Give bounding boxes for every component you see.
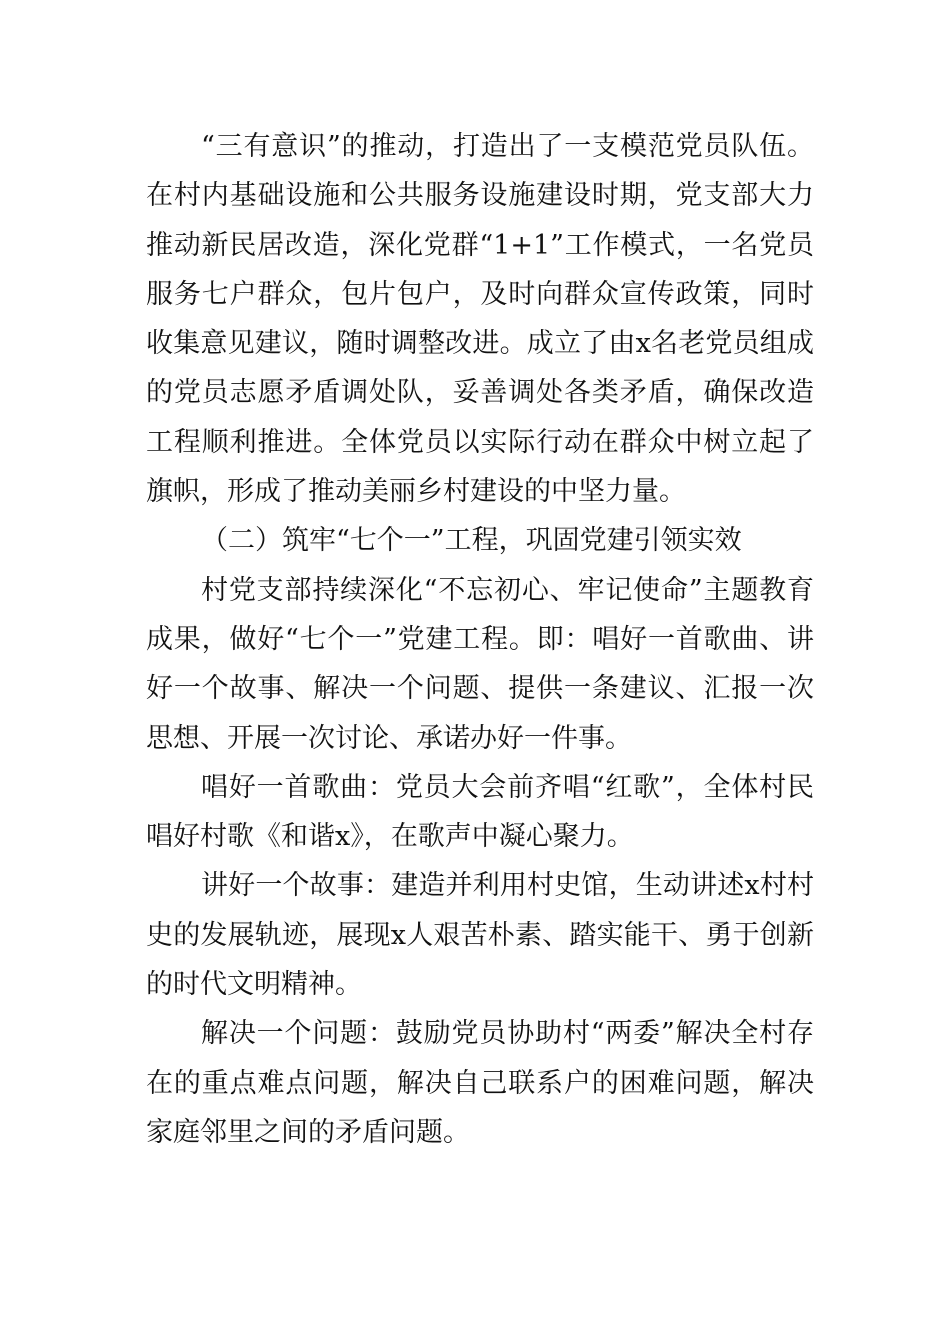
section-heading-seven-ones: （二）筑牢“七个一”工程，巩固党建引领实效 [201,525,742,557]
paragraph-solve-problem: 解决一个问题：鼓励党员协助村“两委”解决全村存在的重点难点问题，解决自己联系户的困难问题，解决家庭邻里之间的矛盾问题。 [146,1018,814,1148]
paragraph-seven-ones-intro: 村党支部持续深化“不忘初心、牢记使命”主题教育成果，做好“七个一”党建工程。即：唱好一首歌曲、讲好一个故事、解决一个问题、提供一条建议、汇报一次思想、开展一次讨论、承诺办好一件事。 [146,574,814,754]
document-page [146,122,814,1157]
paragraph-tell-story: 讲好一个故事：建造并利用村史馆，生动讲述x村村史的发展轨迹，展现x人艰苦朴素、踏实能干、勇于创新的时代文明精神。 [146,870,814,1001]
paragraph-party-member-team: “三有意识”的推动，打造出了一支模范党员队伍。在村内基础设施和公共服务设施建设时期，党支部大力推动新民居改造，深化党群“1+1”工作模式，一名党员服务七户群众，包片包户，及时向群众宣传政策，同时收集意见建议，随时调整改进。成立了由x名老党员组成的党员志愿矛盾调处队，妥善调处各类矛盾，确保改造工程顺利推进。全体党员以实际行动在群众中树立起了旗帜，形成了推动美丽乡村建设的中坚力量。 [146,131,814,508]
paragraph-sing-song: 唱好一首歌曲：党员大会前齐唱“红歌”，全体村民唱好村歌《和谐x》，在歌声中凝心聚力。 [146,771,814,853]
